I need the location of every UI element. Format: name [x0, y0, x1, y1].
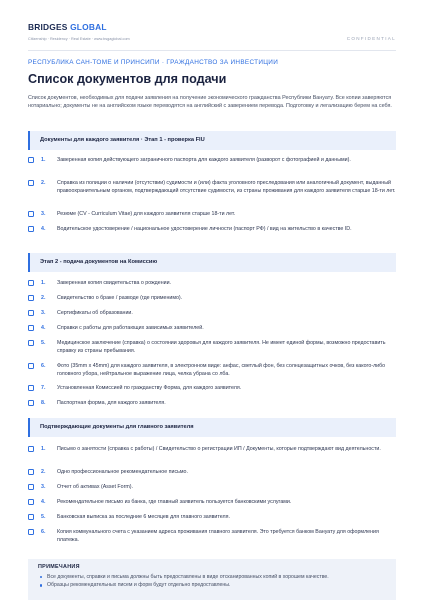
item-number: 5.	[41, 513, 46, 520]
item-text: Паспортная форма, для каждого заявителя.	[57, 400, 166, 406]
item-number: 1.	[41, 445, 46, 452]
brand-logo	[28, 22, 396, 32]
document-kicker: РЕСПУБЛИКА САН-ТОМЕ И ПРИНСИПИ · ГРАЖДАНСТВО ЗА ИНВЕСТИЦИИ	[28, 59, 279, 66]
section-heading-stage-1: Документы для каждого заявителя · Этап 1 - проверка FIU	[28, 131, 396, 150]
checkbox[interactable]	[28, 385, 34, 391]
item-number: 3.	[41, 309, 46, 316]
item-text: Рекомендательное письмо из банка, где главный заявитель пользуется банковскими услугами.	[57, 499, 292, 505]
checkbox[interactable]	[28, 180, 34, 186]
header-divider	[28, 50, 396, 51]
checkbox[interactable]	[28, 363, 34, 369]
item-text: Резюме (CV - Curriculum Vitae) для каждого заявителя старше 18-ти лет.	[57, 211, 236, 217]
note-text: Все документы, справки и письма должны быть предоставлены в виде отсканированных копий в хорошем качестве.	[47, 574, 329, 580]
checkbox[interactable]	[28, 400, 34, 406]
document-title: Список документов для подачи	[28, 72, 227, 86]
item-number: 2.	[41, 294, 46, 301]
item-text: Отчет об активах (Asset Form).	[57, 484, 134, 490]
checkbox[interactable]	[28, 529, 34, 535]
item-text: Одно профессиональное рекомендательное письмо.	[57, 469, 188, 475]
item-text: Копия коммунального счета с указанием адреса проживания главного заявителя. Это требуется банком Вануату для оформления платежа.	[57, 529, 379, 544]
item-text: Фото (35mm x 45mm) для каждого заявителя, в электронном виде: анфас, светлый фон, без солнцезащитных очков, без какого-либо головного убора, нейтральное выражение лица, челка убрана со лба.	[57, 363, 386, 378]
checkbox[interactable]	[28, 469, 34, 475]
item-text: Письмо о занятости (справка с работы) / Свидетельство о регистрации ИП / Документы, которые подтверждают вид деятельности.	[57, 446, 381, 452]
item-number: 2.	[41, 179, 46, 186]
item-text: Заверенная копия действующего заграничного паспорта для каждого заявителя (разворот с фотографией и данными).	[57, 157, 351, 163]
checkbox[interactable]	[28, 295, 34, 301]
item-text: Сертификаты об образовании.	[57, 310, 133, 316]
item-text: Водительское удостоверение / национальное удостоверение личности (паспорт РФ) / вид на жительство в качестве ID.	[57, 226, 352, 232]
section-heading-stage-2: Этап 2 - подача документов на Комиссию	[28, 253, 396, 272]
brand-accent: GLOBAL	[70, 22, 107, 32]
notes-title: ПРИМЕЧАНИЯ	[38, 564, 80, 570]
item-number: 1.	[41, 279, 46, 286]
note-text: Образцы рекомендательных писем и форм будут отдельно предоставлены.	[47, 582, 231, 589]
letterhead	[28, 22, 396, 52]
checkbox[interactable]	[28, 325, 34, 331]
item-number: 7.	[41, 384, 46, 391]
brand-tagline: Citizenship · Residency · Real Estate · www.bsgaglobal.com	[28, 37, 130, 41]
note-item	[38, 581, 386, 589]
item-text: Банковская выписка за последние 6 месяцев для главного заявителя.	[57, 514, 230, 520]
item-number: 5.	[41, 339, 46, 346]
item-number: 6.	[41, 362, 46, 369]
item-text: Заверенная копия свидетельства о рождении.	[57, 280, 172, 286]
item-number: 4.	[41, 225, 46, 232]
item-number: 2.	[41, 468, 46, 475]
checkbox[interactable]	[28, 514, 34, 520]
checkbox[interactable]	[28, 484, 34, 490]
confidential-label: CONFIDENTIAL	[346, 36, 396, 41]
item-text: Медицинское заключение (справка) о состоянии здоровья для каждого заявителя. Не имеет единой формы, возможно предоставить справку из страны пребывания.	[57, 340, 386, 355]
item-number: 1.	[41, 156, 46, 163]
checkbox[interactable]	[28, 340, 34, 346]
notes-list	[38, 573, 386, 590]
checkbox[interactable]	[28, 310, 34, 316]
item-number: 4.	[41, 324, 46, 331]
checkbox[interactable]	[28, 226, 34, 232]
section-heading-main-applicant: Подтверждающие документы для главного заявителя	[28, 418, 396, 437]
item-number: 4.	[41, 498, 46, 505]
intro-paragraph: Список документов, необходимых для подачи заявления на получение экономического гражданства Республики Вануату. Все копии заверяются нотариально; документы не на английском языке переводятся на английский с заверением перевода. Подготовку и легализацию берем на себя.	[28, 95, 392, 110]
checkbox[interactable]	[28, 499, 34, 505]
item-number: 8.	[41, 399, 46, 406]
item-text: Свидетельство о браке / разводе (где применимо).	[57, 295, 183, 301]
item-text: Установленная Комиссией по гражданству Форма, для каждого заявителя.	[57, 385, 242, 391]
item-text: Справки с работы для работающих зависимых заявителей.	[57, 325, 204, 331]
checkbox[interactable]	[28, 211, 34, 217]
notes-box	[28, 559, 396, 600]
brand-main: BRIDGES	[28, 22, 68, 32]
item-number: 3.	[41, 210, 46, 217]
item-number: 3.	[41, 483, 46, 490]
item-text: Справка из полиции о наличии (отсутствии) судимости и (или) факта уголовного преследования или аналогичный документ, выданный правоохранительным органом, подтверждающий отсутствие судимости, из страны проживания для каждого заявителя старше 18-ти лет.	[57, 180, 396, 195]
checkbox[interactable]	[28, 157, 34, 163]
note-item	[38, 573, 386, 581]
bullet-icon	[40, 576, 42, 578]
checkbox[interactable]	[28, 446, 34, 452]
checkbox[interactable]	[28, 280, 34, 286]
item-number: 6.	[41, 528, 46, 535]
bullet-icon	[40, 584, 42, 586]
